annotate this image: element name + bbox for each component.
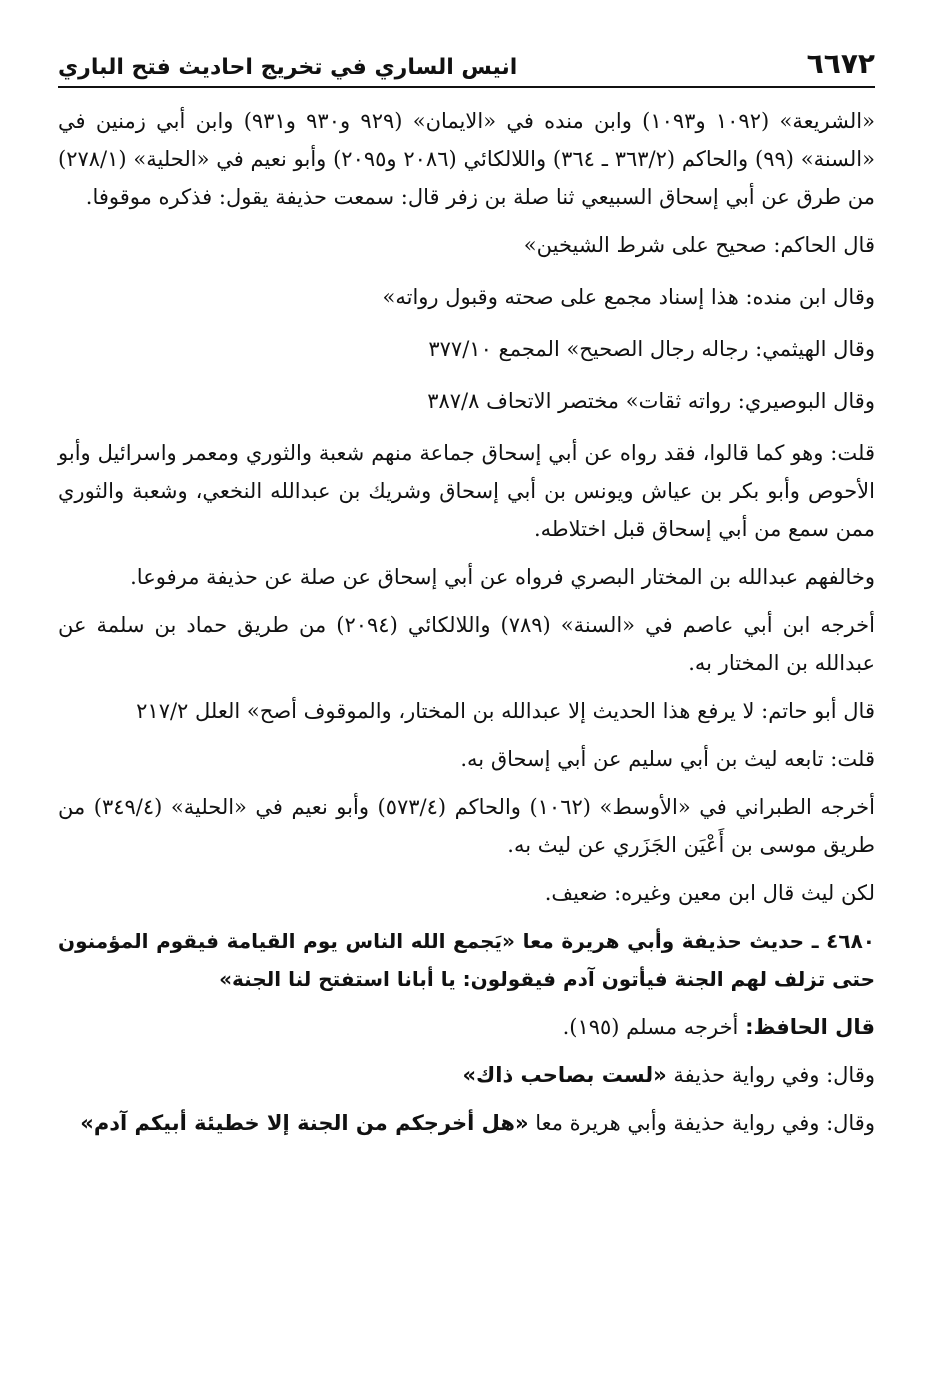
document-page xyxy=(58,40,875,1362)
paragraph-text: أخرجه مسلم (١٩٥). xyxy=(562,1015,746,1039)
paragraph: لكن ليث قال ابن معين وغيره: ضعيف. xyxy=(544,881,875,905)
paragraph: وقال ابن منده: هذا إسناد مجمع على صحته وقبول رواته» xyxy=(382,285,875,309)
paragraph: وقال الهيثمي: رجاله رجال الصحيح» المجمع ٣٧٧/١٠ xyxy=(428,337,875,361)
hafiz-label: قال الحافظ: xyxy=(745,1015,875,1039)
paragraph: قلت: تابعه ليث بن أبي سليم عن أبي إسحاق به. xyxy=(460,747,875,771)
paragraph: أخرجه الطبراني في «الأوسط» (١٠٦٢) والحاكم (٥٧٣/٤) وأبو نعيم في «الحلية» (٣٤٩/٤) من طريق موسى بن أَعْيَن الجَزَري عن ليث به. xyxy=(58,795,875,857)
paragraph: «الشريعة» (١٠٩٢ و١٠٩٣) وابن منده في «الايمان» (٩٢٩ و٩٣٠ و٩٣١) وابن أبي زمنين في «السنة» (٩٩) والحاكم (٣٦٣/٢ ـ ٣٦٤) واللالكائي (٢٠٨٦ و٢٠٩٥) وأبو نعيم في «الحلية» (٢٧٨/١) من طرق عن أبي إسحاق السبيعي ثنا صلة بن زفر قال: سمعت حذيفة يقول: فذكره موقوفا. xyxy=(58,109,875,209)
paragraph: وخالفهم عبدالله بن المختار البصري فرواه عن أبي إسحاق عن صلة عن حذيفة مرفوعا. xyxy=(130,565,875,589)
paragraph xyxy=(58,1056,875,1094)
paragraph: قال أبو حاتم: لا يرفع هذا الحديث إلا عبدالله بن المختار، والموقوف أصح» العلل ٢١٧/٢ xyxy=(136,699,875,723)
paragraph: أخرجه ابن أبي عاصم في «السنة» (٧٨٩) واللالكائي (٢٠٩٤) من طريق حماد بن سلمة عن عبدالله بن المختار به. xyxy=(58,613,875,675)
paragraph xyxy=(58,1104,875,1142)
paragraph-text: وقال: وفي رواية حذيفة xyxy=(666,1063,875,1087)
paragraph: قلت: وهو كما قالوا، فقد رواه عن أبي إسحاق جماعة منهم شعبة والثوري ومعمر واسرائيل وأبو الأحوص وأبو بكر بن عياش ويونس بن أبي إسحاق وشريك بن عبدالله النخعي، وشعبة والثوري ممن سمع من أبي إسحاق قبل اختلاطه. xyxy=(58,441,875,541)
paragraph-text: وقال: وفي رواية حذيفة وأبي هريرة معا xyxy=(528,1111,875,1135)
hadith-entry: ٤٦٨٠ ـ حديث حذيفة وأبي هريرة معا «يَجمع الله الناس يوم القيامة فيقوم المؤمنون حتى تزلف لهم الجنة فيأتون آدم فيقولون: يا أبانا استفتح لنا الجنة» xyxy=(58,929,875,991)
quoted-hadith: «هل أخرجكم من الجنة إلا خطيئة أبيكم آدم» xyxy=(80,1111,529,1135)
paragraph: وقال البوصيري: رواته ثقات» مختصر الاتحاف ٣٨٧/٨ xyxy=(427,389,875,413)
page-number: ٦٦٧٢ xyxy=(806,47,875,80)
page-body xyxy=(58,102,875,1142)
page-header xyxy=(58,40,875,88)
running-title: انيس الساري في تخريج احاديث فتح الباري xyxy=(58,55,518,80)
paragraph: قال الحاكم: صحيح على شرط الشيخين» xyxy=(523,233,875,257)
paragraph xyxy=(58,1008,875,1046)
quoted-hadith: «لست بصاحب ذاك» xyxy=(462,1063,667,1087)
